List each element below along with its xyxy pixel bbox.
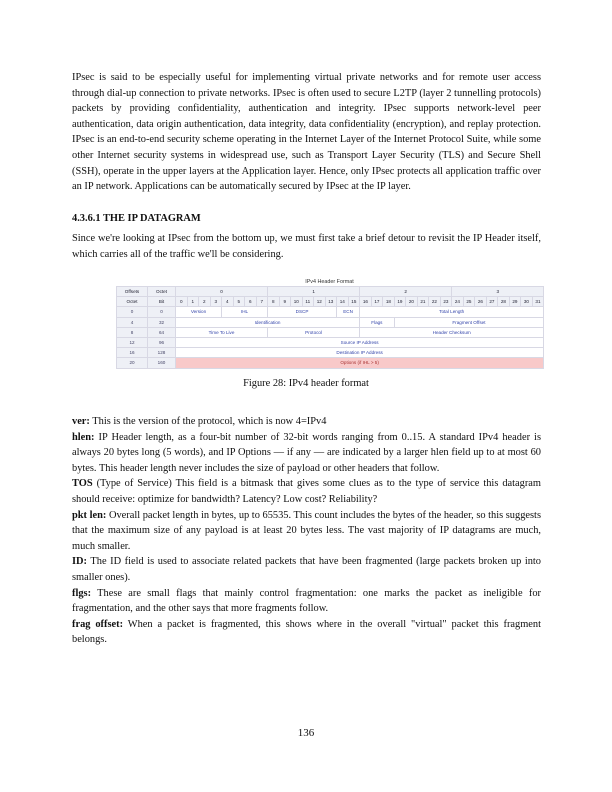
header-field: Fragment Offset xyxy=(394,317,544,327)
header-field: Header Checksum xyxy=(360,327,544,337)
bit-number: 4 xyxy=(222,297,234,307)
table-row xyxy=(117,307,544,317)
octet-number-header: 3 xyxy=(452,287,544,297)
bit-number: 14 xyxy=(337,297,349,307)
header-field: Identification xyxy=(176,317,360,327)
row-bit-offset: 128 xyxy=(148,348,176,358)
bit-number: 6 xyxy=(245,297,257,307)
intro-paragraph: IPsec is said to be especially useful for implementing virtual private networks and for remote user access through dial-up connection to private networks. IPsec is often used to secure L2TP (layer 2 tunnelling protocols) packets by providing confidentiality, authentication and integrity. IPsec supports network-level peer authentication, data origin authentication, data integrity, data confidentiality (encryption), and replay protection. IPsec is an end-to-end security scheme operating in the Internet Layer of the Internet Protocol Suite, while some other Internet security systems in widespread use, such as Transport Layer Security (TLS) and Secure Shell (SSH), operate in the upper layers at the Application layer. Hence, only IPsec protects all application traffic over an IP network. Applications can be automatically secured by IPsec at the IP layer. xyxy=(72,72,541,193)
row-bit-offset: 0 xyxy=(148,307,176,317)
row-bit-offset: 96 xyxy=(148,337,176,347)
definition-item xyxy=(72,414,541,430)
bit-number: 11 xyxy=(302,297,314,307)
row-octet-offset: 16 xyxy=(117,348,148,358)
definition-text: (Type of Service) This field is a bitmask that gives some clues as to the type of service this datagram should receive: optimize for bandwidth? Latency? Low cost? Reliability? xyxy=(72,478,541,505)
bit-number: 18 xyxy=(383,297,395,307)
bit-number: 29 xyxy=(509,297,521,307)
row-octet-offset: 4 xyxy=(117,317,148,327)
figure-caption: Figure 28: IPv4 header format xyxy=(243,378,369,389)
definition-term: ID: xyxy=(72,556,88,568)
header-field: Version xyxy=(176,307,222,317)
ipv4-header-figure xyxy=(116,279,543,369)
bit-number: 26 xyxy=(475,297,487,307)
header-field: IHL xyxy=(222,307,268,317)
definition-term: frag offset: xyxy=(72,618,124,630)
definition-text: Overall packet length in bytes, up to 65535. This count includes the bytes of the header, so this suggests that the maximum size of any payload is at least 20 bytes less. The vast majority of IP datagrams are much, much smaller. xyxy=(72,509,541,552)
bit-number: 16 xyxy=(360,297,372,307)
definition-item xyxy=(72,586,541,617)
header-field: Total Length xyxy=(360,307,544,317)
octet-label: Octet xyxy=(117,297,148,307)
bit-number: 23 xyxy=(440,297,452,307)
bit-number: 7 xyxy=(256,297,268,307)
bit-number: 0 xyxy=(176,297,188,307)
definition-item xyxy=(72,476,541,507)
octet-header: Octet xyxy=(148,287,176,297)
header-field: Protocol xyxy=(268,327,360,337)
bit-number: 21 xyxy=(417,297,429,307)
table-row xyxy=(117,358,544,368)
definition-item xyxy=(72,430,541,477)
row-bit-offset: 32 xyxy=(148,317,176,327)
definition-term: flgs: xyxy=(72,587,92,599)
bit-number: 10 xyxy=(291,297,303,307)
definition-term: pkt len: xyxy=(72,509,107,521)
bit-number: 30 xyxy=(521,297,533,307)
field-definitions xyxy=(72,414,541,648)
ipv4-header-table xyxy=(116,286,544,369)
bit-number: 31 xyxy=(532,297,544,307)
bit-number: 8 xyxy=(268,297,280,307)
bit-number: 17 xyxy=(371,297,383,307)
bit-label: Bit xyxy=(148,297,176,307)
bit-number: 20 xyxy=(406,297,418,307)
figure-title: IPv4 Header Format xyxy=(305,279,354,285)
bit-number: 22 xyxy=(429,297,441,307)
page-number: 136 xyxy=(297,727,315,739)
table-row xyxy=(117,327,544,337)
bit-number: 25 xyxy=(463,297,475,307)
header-field: ECN xyxy=(337,307,360,317)
offsets-header: Offsets xyxy=(117,287,148,297)
definition-text: This is the version of the protocol, which is now 4=IPv4 xyxy=(89,416,327,427)
bit-number: 28 xyxy=(498,297,510,307)
table-header-row xyxy=(117,297,544,307)
bit-number: 12 xyxy=(314,297,326,307)
definition-text: These are small flags that mainly control fragmentation: one marks the packet as ineligible for fragmentation, and the other says that more fragments follow. xyxy=(72,587,541,615)
header-field: DSCP xyxy=(268,307,337,317)
header-field: Options (if IHL > 5) xyxy=(176,358,544,368)
bit-number: 19 xyxy=(394,297,406,307)
header-field: Destination IP Address xyxy=(176,348,544,358)
row-octet-offset: 8 xyxy=(117,327,148,337)
definition-term: ver: xyxy=(72,416,90,427)
table-header-row xyxy=(117,287,544,297)
bit-number: 13 xyxy=(325,297,337,307)
row-octet-offset: 12 xyxy=(117,337,148,347)
header-field: Flags xyxy=(360,317,395,327)
definition-item xyxy=(72,508,541,555)
bit-number: 5 xyxy=(233,297,245,307)
table-row xyxy=(117,337,544,347)
header-field: Source IP Address xyxy=(176,337,544,347)
definition-item xyxy=(72,554,541,585)
definition-text: The ID field is used to associate related packets that have been fragmented (large packets broken up into smaller ones). xyxy=(72,556,541,583)
table-row xyxy=(117,317,544,327)
section-paragraph: Since we're looking at IPsec from the bottom up, we must first take a brief detour to revisit the IP Header itself, which carries all of the traffic we'll be considering. xyxy=(72,233,541,260)
row-octet-offset: 20 xyxy=(117,358,148,368)
bit-number: 9 xyxy=(279,297,291,307)
row-bit-offset: 64 xyxy=(148,327,176,337)
bit-number: 2 xyxy=(199,297,211,307)
definition-term: TOS xyxy=(72,478,93,490)
definition-term: hlen: xyxy=(72,431,95,443)
octet-number-header: 2 xyxy=(360,287,452,297)
row-bit-offset: 160 xyxy=(148,358,176,368)
bit-number: 24 xyxy=(452,297,464,307)
section-heading: 4.3.6.1 THE IP DATAGRAM xyxy=(72,213,201,224)
bit-number: 1 xyxy=(187,297,199,307)
octet-number-header: 1 xyxy=(268,287,360,297)
table-row xyxy=(117,348,544,358)
definition-item xyxy=(72,617,541,648)
header-field: Time To Live xyxy=(176,327,268,337)
row-octet-offset: 0 xyxy=(117,307,148,317)
definition-text: IP Header length, as a four-bit number of 32-bit words ranging from 0..15. A standard IPv4 header is always 20 bytes long (5 words), and IP Options — if any — are indicated by a larger hlen field up to at most 60 bytes. This header length never includes the size of payload or other headers that follow. xyxy=(72,431,541,474)
bit-number: 15 xyxy=(348,297,360,307)
bit-number: 27 xyxy=(486,297,498,307)
definition-text: When a packet is fragmented, this shows where in the overall "virtual" packet this fragment belongs. xyxy=(72,618,541,646)
octet-number-header: 0 xyxy=(176,287,268,297)
bit-number: 3 xyxy=(210,297,222,307)
